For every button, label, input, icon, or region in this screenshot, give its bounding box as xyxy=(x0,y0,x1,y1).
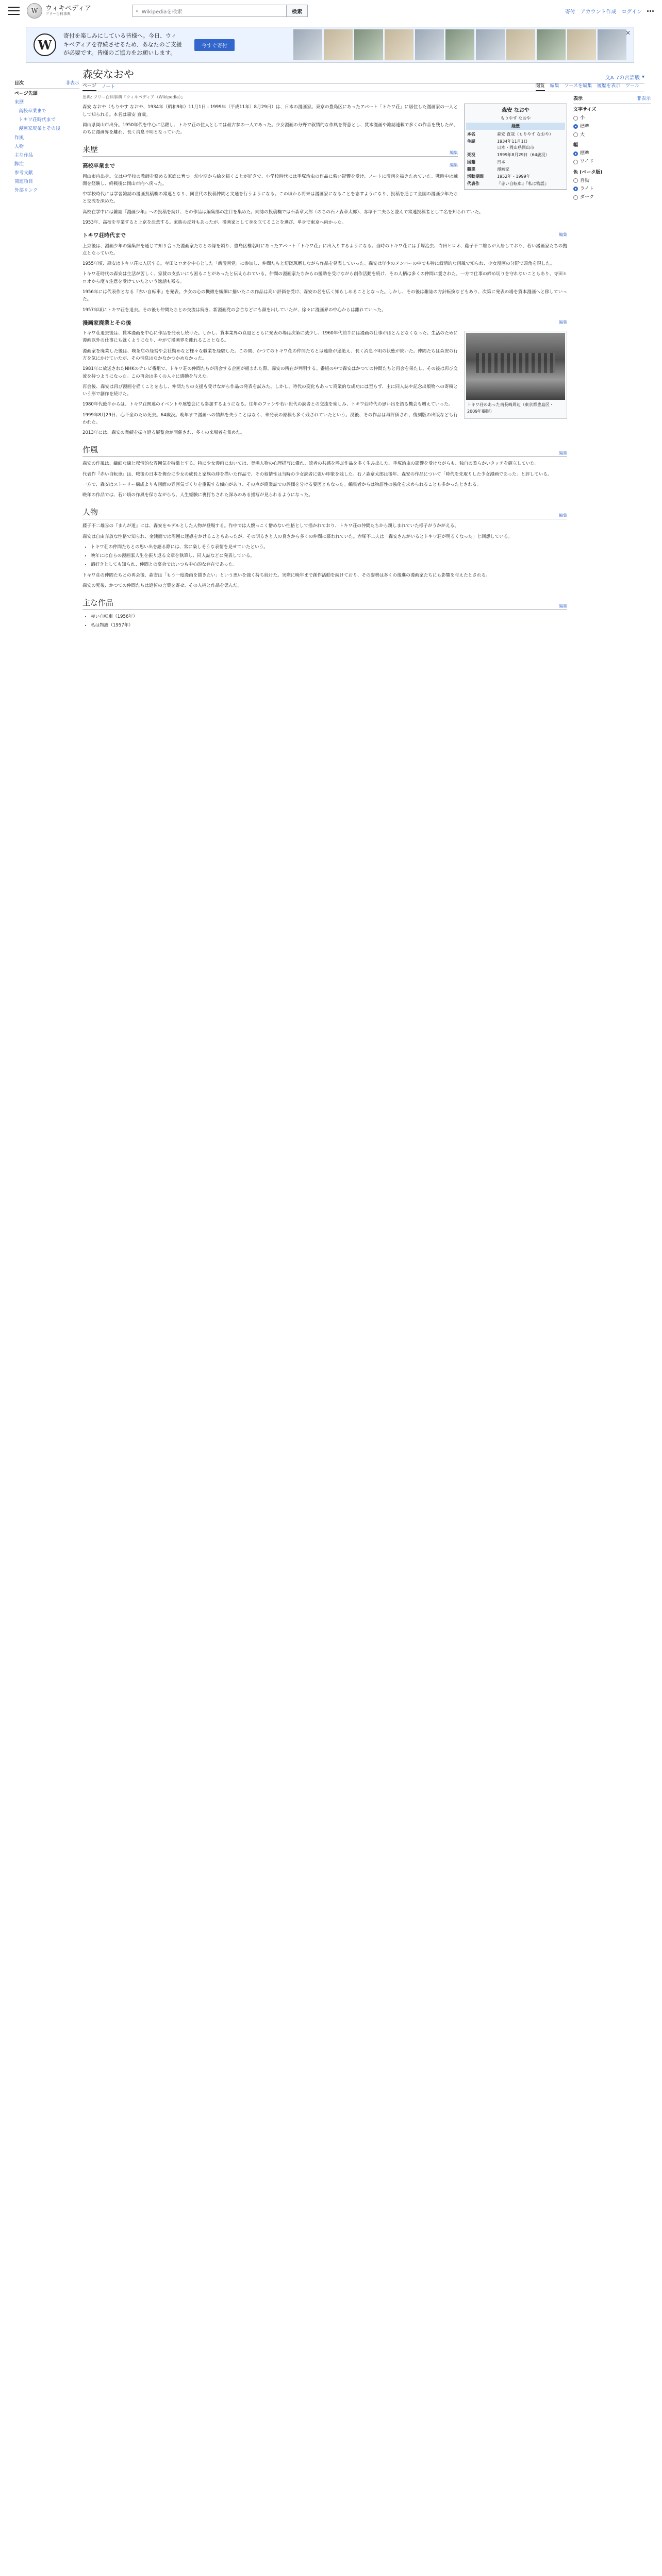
toc-item[interactable]: 作風 xyxy=(14,135,24,141)
language-button[interactable] xyxy=(605,73,644,81)
infobox-row xyxy=(466,138,565,151)
edit-link[interactable]: 編集 xyxy=(450,163,458,168)
radio-selected-icon xyxy=(573,187,578,191)
option-label: ワイド xyxy=(580,159,594,165)
paragraph: 1953年、高校を卒業すると上京を決意する。家族の反対もあったが、漫画家として身を立てることを選び、単身で東京へ向かった。 xyxy=(82,219,346,225)
paragraph: 晩年の作品では、若い頃の作風を保ちながらも、人生経験に裏打ちされた深みのある描写が見られるようになった。 xyxy=(82,493,313,498)
toc-item[interactable]: 高校卒業まで xyxy=(19,109,47,114)
infobox-row xyxy=(466,131,565,138)
paragraph: 1999年8月29日、心不全のため死去。64歳没。晩年まで漫画への情熱を失うことはなく、未発表の原稿も多く残されていたという。没後、その作品は再評価され、復刻版の出版なども行われた。 xyxy=(82,412,458,425)
figure-caption: トキワ荘のあった南長崎周辺（東京都豊島区・2009年撮影） xyxy=(467,402,554,414)
text-size-standard[interactable] xyxy=(573,123,651,131)
paragraph: 森安 なおや（もりやす なおや、1934年（昭和9年）11月1日 - 1999年（平成11年）8月29日）は、日本の漫画家。東京の豊島区にあったアパート「トキワ荘」に居住した漫画家の一人として知られる。本名は森安 直哉。 xyxy=(82,105,458,117)
toc-item[interactable]: 関連項目 xyxy=(14,179,34,185)
paragraph: 森安は自由奔放な性格で知られ、金銭面では周囲に迷惑をかけることもあったが、その明るさと人の良さから多くの仲間に慕われていた。赤塚不二夫は「森安さんがいるとトキワ荘が明るくなった」と回想している。 xyxy=(82,534,513,539)
search-input[interactable] xyxy=(132,5,287,17)
section-heading xyxy=(82,597,567,610)
section-title: 来歴 xyxy=(82,145,98,155)
toc-item[interactable]: 人物 xyxy=(14,144,24,149)
color-auto[interactable] xyxy=(573,177,651,185)
paragraph: 漫画家を廃業した後は、喫茶店の経営や会社勤めなど様々な職業を経験した。この間、かつてのトキワ荘の仲間たちとは連絡が途絶え、長く消息不明の状態が続いた。仲間たちは森安の行方を気にかけていたが、その消息はなかなかつかめなかった。 xyxy=(82,348,458,361)
wikipedia-globe-icon: W xyxy=(27,3,42,19)
section-title: 人物 xyxy=(82,507,98,517)
paragraph: トキワ荘退去後は、貸本漫画を中心に作品を発表し続けた。しかし、貸本業界の衰退とともに発表の場は次第に減少し、1960年代前半には漫画の仕事がほとんどなくなった。生活のために漫画以外の仕事にも就くようになり、やがて漫画界を離れることとなる。 xyxy=(82,331,458,344)
infobox-value: 1952年 - 1999年 xyxy=(497,174,531,179)
option-label: 標準 xyxy=(580,151,590,157)
appearance-hide-button[interactable]: 非表示 xyxy=(636,96,651,101)
infobox-key: 本名 xyxy=(467,132,475,137)
edit-link[interactable]: 編集 xyxy=(559,603,567,608)
tab-history[interactable]: 履歴を表示 xyxy=(597,83,621,89)
infobox xyxy=(464,104,567,190)
paragraph: 岡山市内出身。父は中学校の教師を務める家庭に育つ。幼少期から絵を描くことが好きで、小学校時代には手塚治虫の作品に強い影響を受け、ノートに漫画を描きためていた。戦時中は疎開を経験し、終戦後に岡山市内へ戻った。 xyxy=(82,174,458,187)
subsection-title: トキワ荘時代まで xyxy=(82,232,126,239)
list-item: • 酒好きとしても知られ、仲間との宴会ではいつも中心的な存在であった。 xyxy=(91,561,567,568)
infobox-value: 日本 xyxy=(497,160,505,165)
tab-tools[interactable]: ツール xyxy=(625,83,639,89)
infobox-key: 生誕 xyxy=(467,139,475,144)
infobox-key: 死没 xyxy=(467,152,475,158)
banner-donate-button[interactable]: 今すぐ寄付 xyxy=(194,39,235,51)
color-label: 色 (ベータ版) xyxy=(573,170,603,175)
infobox-key: 代表作 xyxy=(467,181,479,187)
paragraph: トキワ荘時代の森安は生活が苦しく、家賃の支払いにも困ることがあったと伝えられている。仲間の漫画家たちからの援助を受けながら創作活動を続け、その人柄は多くの仲間に愛された。一方で仕事の締め切りを守れないこともあり、寺田ヒロオから度々注意を受けていたという逸話も残る。 xyxy=(82,272,567,284)
option-label: ダーク xyxy=(580,195,594,200)
photo-tokiwaso xyxy=(466,333,565,400)
paragraph: 森安の死後、かつての仲間たちは追悼の言葉を寄せ、その人柄と作品を偲んだ。 xyxy=(82,583,242,588)
infobox-value: 1934年11月1日 日本・岡山県岡山市 xyxy=(497,139,534,150)
section-title: 作風 xyxy=(82,445,98,455)
infobox-key: 国籍 xyxy=(467,160,475,165)
radio-icon xyxy=(573,132,578,137)
paragraph: 2013年には、森安の業績を振り返る展覧会が開催され、多くの来場者を集めた。 xyxy=(82,430,245,436)
toc-item[interactable]: 来歴 xyxy=(14,100,24,106)
infobox-row xyxy=(466,173,565,180)
paragraph: 再会後、森安は再び漫画を描くことを志し、仲間たちの支援も受けながら作品の発表を試みた。しかし、時代の変化もあって商業的な成功には至らず、主に同人誌や記念出版物への寄稿という形で創作を続けた。 xyxy=(82,384,458,397)
banner-text: 寄付を楽しみにしている皆様へ。今日、ウィキペディアを存続させるため、あなたのご支援が必要です。皆様のご協力をお願いします。 xyxy=(63,32,182,57)
toc-item[interactable]: 主な作品 xyxy=(14,152,34,158)
edit-link[interactable]: 編集 xyxy=(559,451,567,456)
login-link[interactable]: ログイン xyxy=(621,9,642,15)
tab-talk[interactable]: ノート xyxy=(101,84,115,90)
toc-item[interactable]: ページ先頭 xyxy=(14,91,38,97)
subsection-title: 高校卒業まで xyxy=(82,163,115,170)
list-item: • 赤い自転車（1956年） xyxy=(91,613,567,620)
tab-page[interactable]: ページ xyxy=(82,82,96,91)
search-button[interactable]: 検索 xyxy=(287,5,308,17)
create-account-link[interactable]: アカウント作成 xyxy=(580,9,617,15)
translate-icon: 文A xyxy=(605,75,614,81)
search-form xyxy=(132,5,308,17)
banner-photos xyxy=(293,29,626,60)
appearance-panel xyxy=(573,93,651,201)
appearance-title: 表示 xyxy=(573,96,583,101)
toc-hide-button[interactable]: 非表示 xyxy=(65,81,79,86)
option-label: 標準 xyxy=(580,124,590,129)
paragraph: 藤子不二雄Ⓐの『まんが道』には、森安をモデルとした人物が登場する。作中では人懐っこく憎めない性格として描かれており、トキワ荘の仲間たちから親しまれていた様子がうかがえる。 xyxy=(82,523,459,529)
toc-list xyxy=(14,90,79,195)
width-standard[interactable] xyxy=(573,149,651,158)
infobox-value: 『赤い自転車』『私は物語』 xyxy=(497,181,549,187)
paragraph: 中学校時代には学習雑誌の漫画投稿欄の常連となり、同世代の投稿仲間と文通を行うようになる。この頃から将来は漫画家になることを志すようになり、投稿を通じて全国の漫画少年たちと交流を深めた。 xyxy=(82,192,458,205)
list-item: • 私は物語（1957年） xyxy=(91,622,567,629)
color-light[interactable] xyxy=(573,185,651,193)
radio-selected-icon xyxy=(573,124,578,129)
tab-read[interactable]: 閲覧 xyxy=(536,82,545,91)
infobox-title: 森安 なおや xyxy=(502,108,529,114)
tab-edit-source[interactable]: ソースを編集 xyxy=(564,83,592,89)
infobox-key: 職業 xyxy=(467,167,475,172)
toc-item[interactable]: 外部リンク xyxy=(14,188,38,194)
infobox-rows xyxy=(466,131,565,188)
donation-banner xyxy=(26,27,634,63)
section-heading xyxy=(82,444,567,457)
option-label: 自動 xyxy=(580,178,590,183)
paragraph: 1957年頃にトキワ荘を退去。その後も仲間たちとの交流は続き、新漫画党の会合などにも顔を出していたが、徐々に漫画界の中心からは離れていった。 xyxy=(82,307,386,313)
infobox-row xyxy=(466,151,565,159)
figure xyxy=(464,331,567,419)
more-options-icon[interactable] xyxy=(647,10,654,12)
article-content xyxy=(82,94,567,633)
paragraph: 1955年頃、森安はトキワ荘に入居する。寺田ヒロオを中心とした「新漫画党」に参加し、仲間たちと切磋琢磨しながら作品を発表していった。森安は年少のメンバーの中でも特に叙情的な画風で知られ、少女漫画の分野で頭角を現した。 xyxy=(82,261,555,267)
subsection-title: 漫画家廃業とその後 xyxy=(82,319,131,326)
search-icon: ⌕ xyxy=(136,8,139,14)
infobox-row xyxy=(466,166,565,173)
text-size-small[interactable] xyxy=(573,114,651,122)
infobox-value: 森安 直哉（もりやす なおや） xyxy=(497,132,554,137)
toc-item[interactable]: トキワ荘時代まで xyxy=(19,117,56,123)
text-size-label: 文字サイズ xyxy=(573,107,597,113)
edit-link[interactable]: 編集 xyxy=(559,232,567,238)
bullet-list xyxy=(91,613,567,630)
color-dark[interactable] xyxy=(573,193,651,201)
paragraph: 森安の作風は、繊細な線と叙情的な雰囲気を特徴とする。特に少女漫画においては、登場人物の心理描写に優れ、読者の共感を呼ぶ作品を多く生み出した。手塚治虫の影響を受けながらも、独自の柔らかいタッチを確立していた。 xyxy=(82,461,539,467)
page-tabs xyxy=(82,81,644,92)
paragraph: 一方で、森安はストーリー構成よりも画面の雰囲気づくりを重視する傾向があり、その点が商業誌での評価を分ける要因ともなった。編集者からは物語性の強化を求められることも多かったとされる。 xyxy=(82,482,482,487)
edit-link[interactable]: 編集 xyxy=(559,319,567,325)
subsection-heading xyxy=(82,162,458,171)
edit-link[interactable]: 編集 xyxy=(559,513,567,518)
main-menu-icon[interactable] xyxy=(8,7,20,15)
wikipedia-w-icon: W xyxy=(34,33,56,56)
page-title: 森安なおや xyxy=(82,68,134,80)
radio-icon xyxy=(573,178,578,183)
bullet-list xyxy=(91,544,567,569)
paragraph: 高校在学中には雑誌『漫画少年』への投稿を続け、その作品は編集部の注目を集めた。同誌の投稿欄では石森章太郎（のちの石ノ森章太郎）、赤塚不二夫らと並んで常連投稿者として名を知られていた。 xyxy=(82,209,484,215)
radio-icon xyxy=(573,116,578,121)
chevron-down-icon: ▾ xyxy=(641,74,644,80)
paragraph: 1956年には代表作となる『赤い自転車』を発表。少女の心の機微を繊細に描いたこの作品は高い評価を受け、森安の名を広く知らしめることとなった。しかし、その後は雑誌の方針転換などもあり、次第に発表の場を貸本漫画へと移していった。 xyxy=(82,289,567,302)
paragraph: 1980年代後半からは、トキワ荘関連のイベントや展覧会にも参加するようになる。往年のファンや若い世代の読者との交流を楽しみ、トキワ荘時代の思い出を語る機会も増えていった。 xyxy=(82,402,453,408)
user-links xyxy=(565,7,654,15)
paragraph: 上京後は、漫画少年の編集部を通じて知り合った漫画家たちとの縁を頼り、豊島区椎名町にあったアパート「トキワ荘」に出入りするようになる。当時のトキワ荘には手塚治虫、寺田ヒロオ、藤子不二雄らが入居しており、若い漫画家たちの拠点となっていた。 xyxy=(82,243,567,256)
list-item: • 晩年には自らの漫画家人生を振り返る文章を執筆し、同人誌などに発表している。 xyxy=(91,552,567,560)
infobox-key: 活動期間 xyxy=(467,174,484,179)
infobox-value: 1999年8月29日（64歳没） xyxy=(497,152,550,158)
tab-edit[interactable]: 編集 xyxy=(550,83,559,89)
width-wide[interactable] xyxy=(573,158,651,166)
paragraph: トキワ荘の仲間たちとの再会後、森安は「もう一度漫画を描きたい」という思いを強く持ち続けた。実際に晩年まで創作活動を続けており、その姿勢は多くの後進の漫画家たちにも影響を与えたとされる。 xyxy=(82,572,490,578)
infobox-kana: もりやす なおや xyxy=(500,116,531,121)
site-header xyxy=(0,0,662,22)
toc-item[interactable]: 漫画家廃業とその後 xyxy=(19,126,61,132)
site-logo[interactable] xyxy=(27,3,120,19)
section-title: 主な作品 xyxy=(82,598,114,608)
toc-title: 目次 xyxy=(14,81,24,86)
toc-item[interactable]: 参考文献 xyxy=(14,170,34,176)
paragraph: 岡山県岡山市出身。1950年代を中心に活躍し、トキワ荘の住人としては最古参の一人であった。少女漫画の分野で叙情的な作風を得意とし、貸本漫画や雑誌連載で多くの作品を残したが、のちに漫画界を離れ、長く消息不明となっていた。 xyxy=(82,122,458,135)
radio-icon xyxy=(573,160,578,164)
close-icon[interactable]: ✕ xyxy=(625,29,631,37)
wiki-name: ウィキペディア xyxy=(45,5,92,12)
option-label: ライト xyxy=(580,186,594,192)
donate-link[interactable]: 寄付 xyxy=(565,9,575,15)
paragraph: 1981年に放送されたNHKのテレビ番組で、トキワ荘の仲間たちが再会する企画が組まれた際、森安の所在が判明する。番組の中で森安はかつての仲間たちと再会を果たし、その後は再び交流を持つようになった。この再会は多くの人々に感動を与えた。 xyxy=(82,366,458,379)
radio-selected-icon xyxy=(573,151,578,156)
text-size-large[interactable] xyxy=(573,131,651,139)
toc-item[interactable]: 脚注 xyxy=(14,161,24,167)
paragraph: 代表作『赤い自転車』は、戦後の日本を舞台に少女の成長と家族の絆を描いた作品で、その叙情性は当時の少女読者に強い印象を残した。石ノ森章太郎は後年、森安の作品について「時代を先取りした少女漫画であった」と評している。 xyxy=(82,471,552,477)
width-label: 幅 xyxy=(573,142,578,148)
option-label: 大 xyxy=(580,132,585,138)
infobox-row xyxy=(466,180,565,188)
list-item: • トキワ荘の仲間たちとの思い出を語る際には、常に楽しそうな表情を見せていたという。 xyxy=(91,544,567,551)
edit-link[interactable]: 編集 xyxy=(450,150,458,155)
infobox-section: 経歴 xyxy=(466,123,565,130)
section-heading xyxy=(82,143,458,157)
radio-icon xyxy=(573,195,578,200)
option-label: 小 xyxy=(580,115,585,121)
wiki-tagline: フリー百科事典 xyxy=(45,12,71,16)
search-placeholder: Wikipediaを検索 xyxy=(141,9,183,15)
infobox-row xyxy=(466,159,565,166)
table-of-contents xyxy=(14,79,79,195)
article-source-line: 出典: フリー百科事典『ウィキペディア（Wikipedia）』 xyxy=(82,95,185,99)
subsection-heading xyxy=(82,319,567,328)
page-title-bar xyxy=(82,66,644,83)
subsection-heading xyxy=(82,231,567,240)
language-count: 7の言語版 xyxy=(616,75,640,81)
infobox-value: 漫画家 xyxy=(497,167,509,172)
section-heading xyxy=(82,506,567,519)
